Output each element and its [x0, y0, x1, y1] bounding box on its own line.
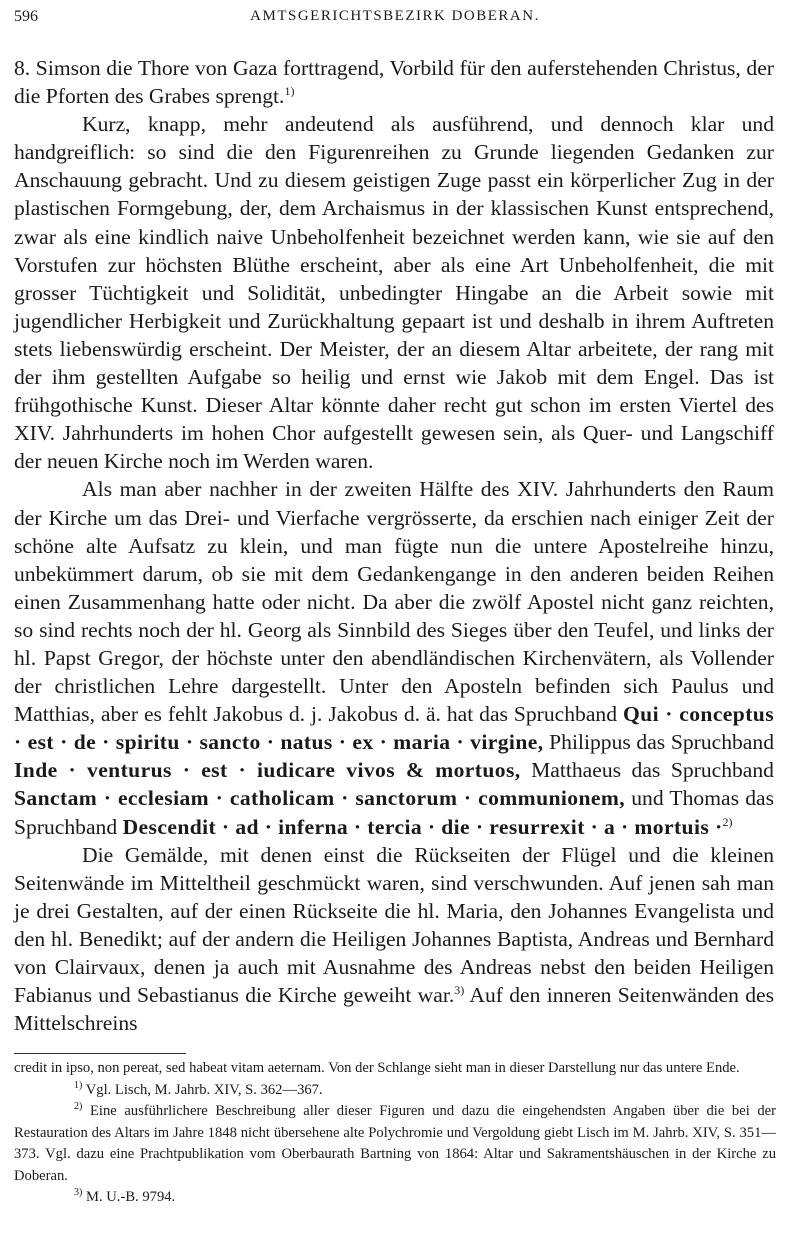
- paragraph-simson: [14, 54, 774, 110]
- footnote-3-mark: 3): [74, 1187, 83, 1199]
- footnote-3-text: M. U.-B. 9794.: [86, 1189, 176, 1205]
- apostles-text-3: Matthaeus das Spruchband: [531, 758, 774, 783]
- footnote-2: [14, 1101, 776, 1187]
- body-text: [14, 54, 774, 1037]
- page-header: [14, 8, 776, 32]
- scroll-inscription-jakobus: Qui · conceptus · est · de · spiritu · sancto · natus · ex · maria · virgine,: [14, 702, 774, 755]
- footnote-2-text: Eine ausführlichere Beschreibung aller dieser Figuren und dazu die eingehendsten Angaben über die bei der Restauration des Altars im Jahre 1848 nicht übersehene alte Polychromie und Vergoldung giebt Lisch im M. Jahrb. XIV, S. 351—373. Vgl. dazu eine Prachtpublikation vom Oberbaurath Bartning von 1864: Altar und Sakramentshäuschen in der Kirche zu Doberan.: [14, 1103, 777, 1184]
- paragraph-style: Kurz, knapp, mehr andeutend als ausführend, und dennoch klar und handgreiflich: so sind die den Figurenreihen zu Grunde liegenden Gedanken zur Anschauung gebracht. Und zu diesem geistigen Zuge passt ein körperlicher Zug in der plastischen Formgebung, der, dem Archaismus in der klassischen Kunst entsprechend, zwar als eine kindlich naive Unbeholfenheit bezeichnet werden kann, wie sie auf den Vorstufen zur höchsten Blüthe erscheint, aber als eine Art Unbeholfenheit, die mit grosser Tüchtigkeit und Solidität, unbedingter Hingabe an die Arbeit sowie mit jugendlicher Herbigkeit und Zurückhaltung gepaart ist und deshalb in ihrem Auftreten stets liebenswürdig erscheint. Der Meister, der an diesem Altar arbeitete, der rang mit der ihm gestellten Aufgabe so heilig und ernst wie Jakob mit dem Engel. Das ist frühgothische Kunst. Dieser Altar könnte daher recht gut schon im ersten Viertel des XIV. Jahrhunderts im hohen Chor aufgestellt gewesen sein, als Quer- und Langschiff der neuen Kirche noch im Werden waren.: [14, 112, 774, 474]
- scroll-inscription-thomas: Descendit · ad · inferna · tercia · die · resurrexit · a · mortuis ·: [122, 814, 723, 839]
- page-number: 596: [14, 8, 38, 25]
- paragraph-simson-text: 8. Simson die Thore von Gaza forttragend, Vorbild für den auferstehenden Christus, der die Pforten des Grabes sprengt.: [14, 56, 774, 109]
- apostles-text-1: Als man aber nachher in der zweiten Hälfte des XIV. Jahrhunderts den Raum der Kirche um das Drei- und Vierfache vergrösserte, da erschien nach einiger Zeit der schöne alte Aufsatz zu klein, und man fügte nun die untere Apostelreihe hinzu, unbekümmert darum, ob sie mit dem Gedankengange in den anderen beiden Reihen einen Zusammenhang hatte oder nicht. Da aber die zwölf Apostel nicht ganz reichten, so sind rechts noch der hl. Georg als Sinnbild des Sieges über den Teufel, und links der hl. Papst Gregor, der höchste unter den abendländischen Kirchenvätern, als Vollender der christlichen Lehre dargestellt. Unter den Aposteln befinden sich Paulus und Matthias, aber es fehlt Jakobus d. j. Jakobus d. ä. hat das Spruchband: [14, 477, 774, 727]
- paintings-tail: Auf den inneren Seitenwänden des Mittelschreins: [14, 983, 775, 1036]
- footnote-ref-1: 1): [284, 83, 295, 98]
- apostles-text-2: Philippus das Spruchband: [549, 730, 774, 755]
- footnote-divider: [14, 1053, 186, 1054]
- footnotes: [14, 1058, 776, 1209]
- paragraph-paintings: [14, 841, 774, 1038]
- paintings-text: Die Gemälde, mit denen einst die Rückseiten der Flügel und die kleinen Seitenwände im Mitteltheil geschmückt waren, sind verschwunden. Auf jenen sah man je drei Gestalten, auf der einen Rückseite die hl. Maria, den Johannes Evangelista und den hl. Benedikt; auf der andern die Heiligen Johannes Baptista, Andreas und Bernhard von Clairvaux, denen ja auch mit Ausnahme des Andreas nebst den beiden Heiligen Fabianus und Sebastianus die Kirche geweiht war.: [14, 842, 774, 1008]
- footnote-ref-3: 3): [454, 982, 465, 997]
- footnote-ref-2: 2): [722, 814, 733, 829]
- apostles-text-4: und Thomas das Spruchband: [14, 786, 774, 839]
- footnote-1-mark: 1): [74, 1079, 83, 1091]
- footnote-3: [14, 1187, 776, 1209]
- footnote-1: [14, 1080, 776, 1102]
- scroll-inscription-matthaeus: Sanctam · ecclesiam · catholicam · sanctorum · communionem,: [14, 786, 626, 811]
- footnote-1-text: Vgl. Lisch, M. Jahrb. XIV, S. 362—367.: [85, 1081, 323, 1098]
- scroll-inscription-philippus: Inde · venturus · est · iudicare vivos & mortuos,: [14, 758, 521, 783]
- footnote-2-mark: 2): [74, 1101, 83, 1113]
- paragraph-apostles: [14, 475, 774, 840]
- running-title: AMTSGERICHTSBEZIRK DOBERAN.: [250, 8, 540, 24]
- footnote-carryover: credit in ipso, non pereat, sed habeat vitam aeternam. Von der Schlange sieht man in dieser Darstellung nur das untere Ende.: [14, 1060, 740, 1076]
